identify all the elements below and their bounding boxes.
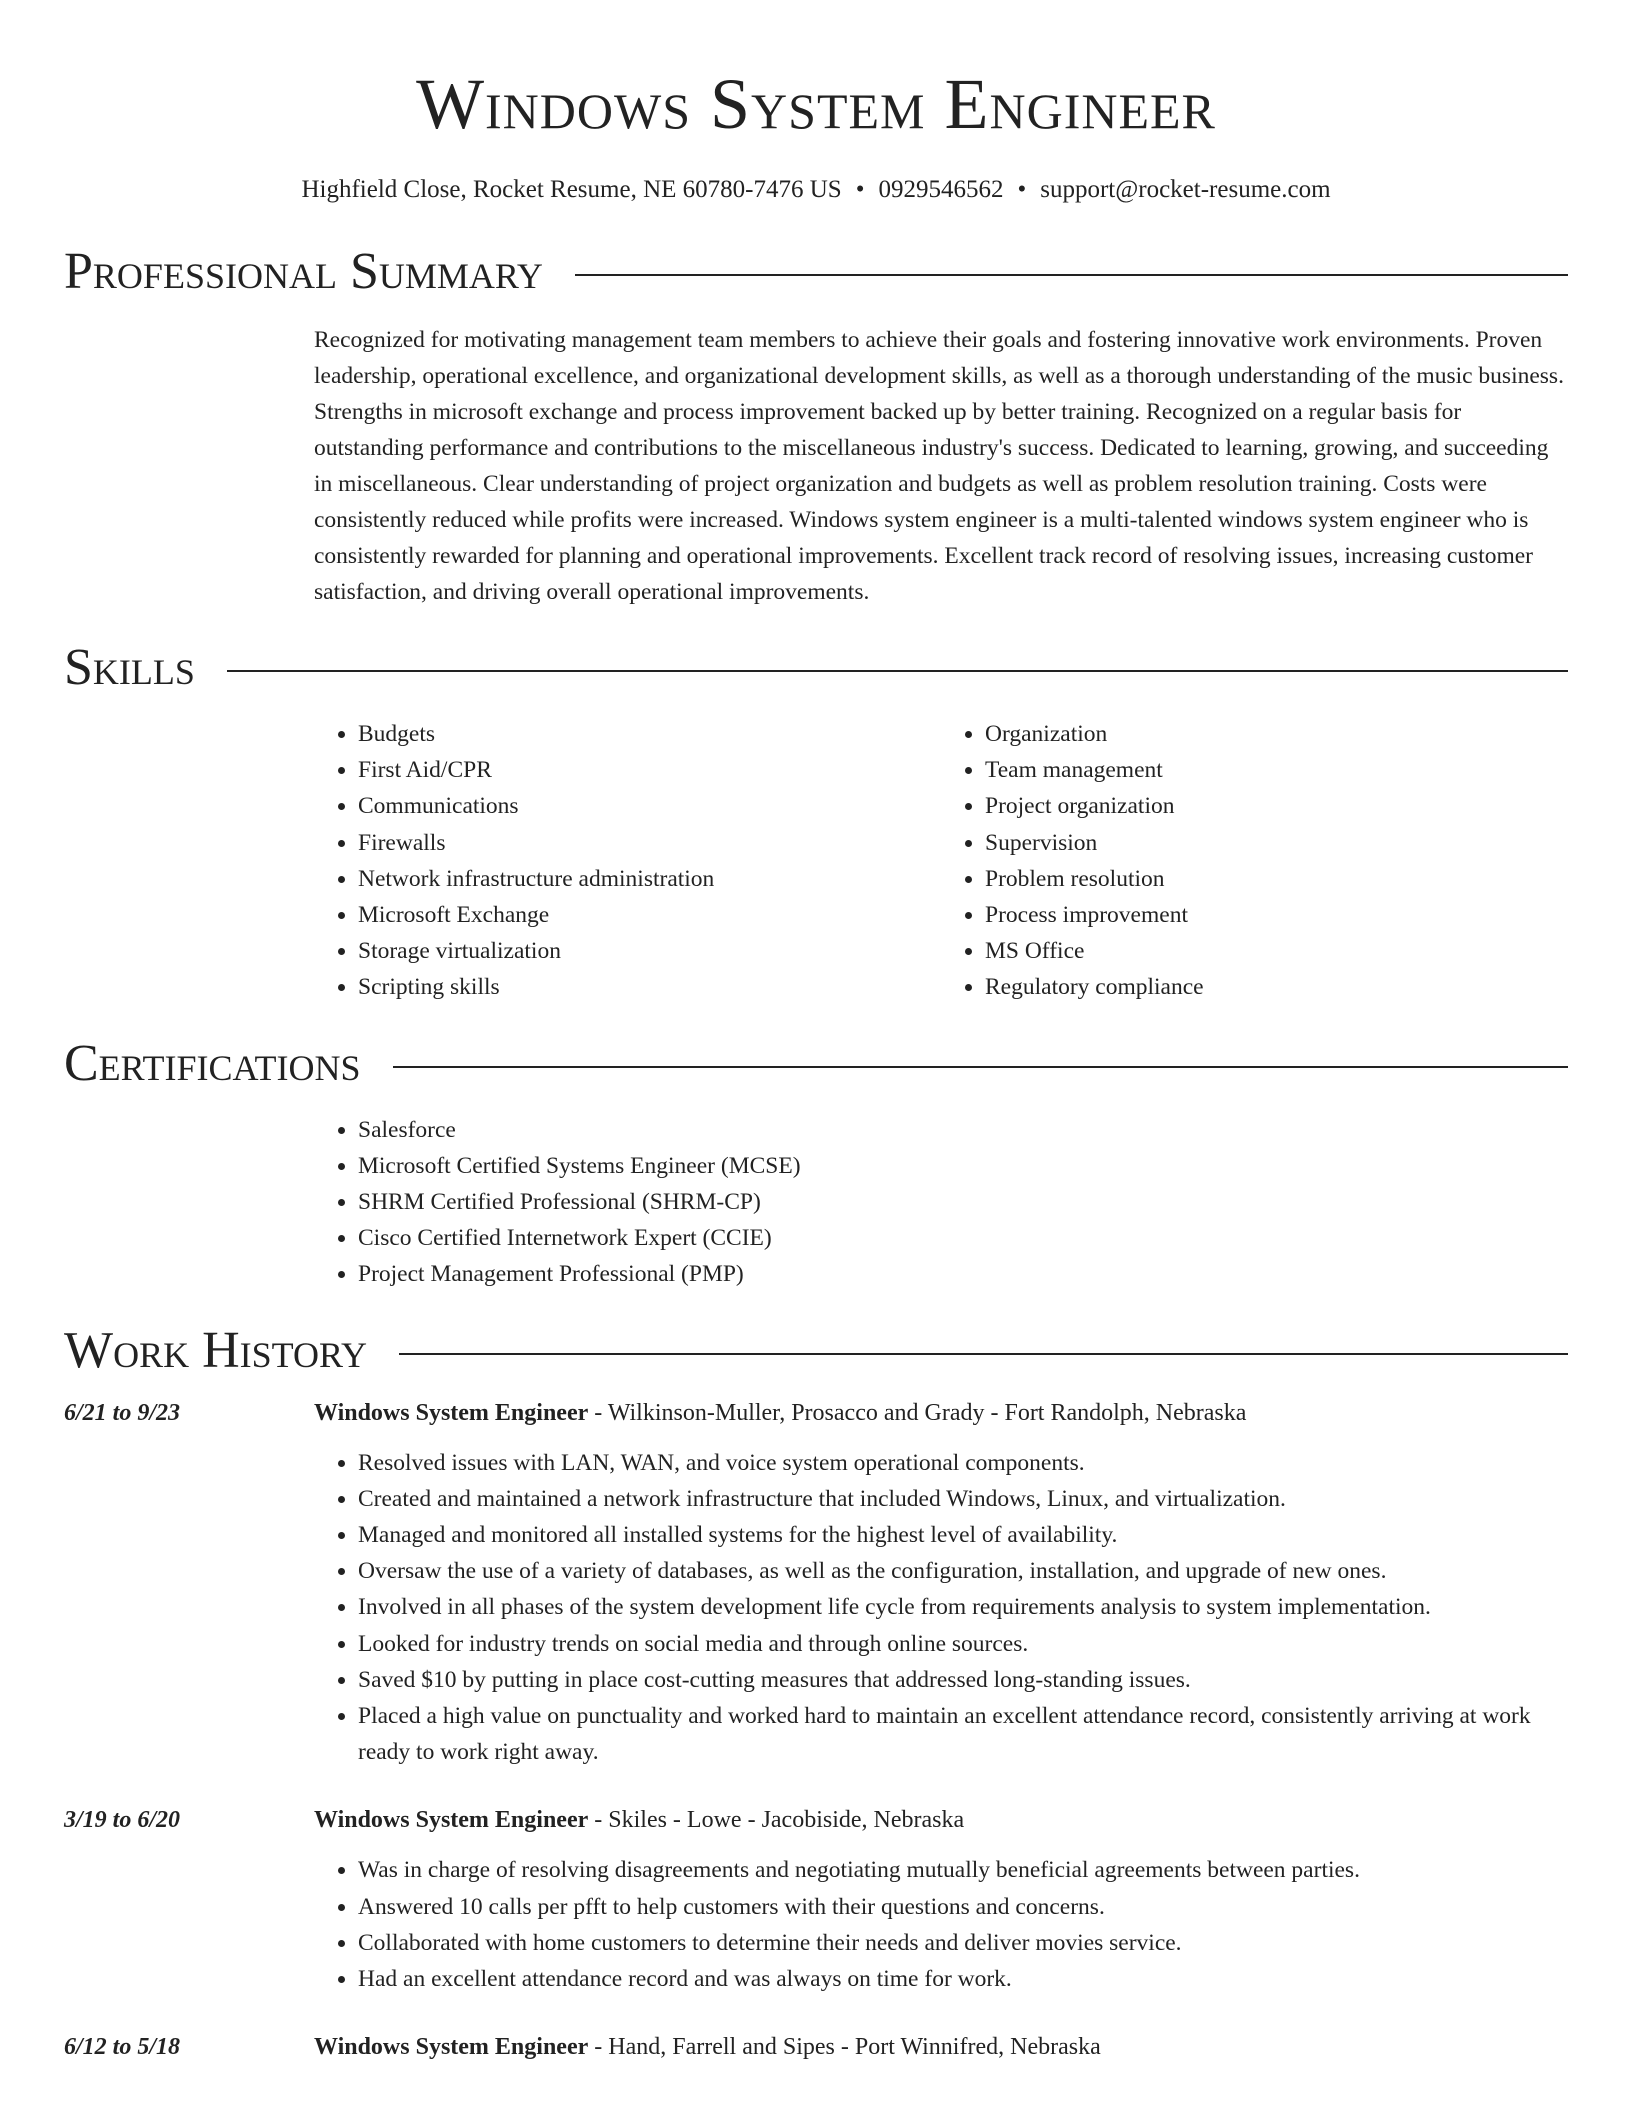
- skills-columns: [314, 716, 1568, 1006]
- work-history-heading: Work History: [64, 1321, 368, 1379]
- job-header: [64, 1802, 1568, 1997]
- certifications-block: [314, 1112, 1568, 1293]
- work-history-list: [64, 1395, 1568, 2066]
- skills-left-list: [314, 716, 941, 1006]
- section-divider: [399, 1353, 1568, 1355]
- certifications-heading: Certifications: [64, 1034, 361, 1092]
- skill-item: • Scripting skills: [358, 969, 941, 1005]
- skill-item: • Organization: [985, 716, 1568, 752]
- certifications-list: [314, 1112, 1568, 1293]
- job-bullet: • Collaborated with home customers to determine their needs and deliver movies service.: [358, 1925, 1360, 1961]
- contact-email: support@rocket-resume.com: [1040, 176, 1331, 203]
- contact-line: [64, 174, 1568, 206]
- skill-item: • Communications: [358, 788, 941, 824]
- contact-phone: 0929546562: [878, 176, 1004, 203]
- summary-section-header: [64, 240, 1568, 304]
- skill-item: • Firewalls: [358, 825, 941, 861]
- skill-item: • Microsoft Exchange: [358, 897, 941, 933]
- job-bullet: • Placed a high value on punctuality and worked hard to maintain an excellent attendance record, consistently arriving at work ready to work right away.: [358, 1698, 1568, 1770]
- job-bullet: • Answered 10 calls per pfft to help customers with their questions and concerns.: [358, 1889, 1360, 1925]
- summary-heading: Professional Summary: [64, 243, 543, 300]
- skills-section-header: [64, 636, 1568, 700]
- separator-dot: •: [1017, 176, 1027, 203]
- skill-item: • Problem resolution: [985, 861, 1568, 897]
- job-company-location: - Hand, Farrell and Sipes - Port Winnifred, Nebraska: [588, 2034, 1101, 2061]
- job-entry: [64, 1802, 1568, 1997]
- certification-item: • Salesforce: [358, 1112, 1568, 1148]
- job-entry: [64, 2029, 1568, 2065]
- section-divider: [393, 1066, 1568, 1068]
- skill-item: • Regulatory compliance: [985, 969, 1568, 1005]
- job-bullet: • Managed and monitored all installed systems for the highest level of availability.: [358, 1517, 1568, 1553]
- work-history-section-header: [64, 1319, 1568, 1383]
- job-title: Windows System Engineer: [314, 1807, 589, 1834]
- job-entry: [64, 1395, 1568, 1771]
- skill-item: • Team management: [985, 752, 1568, 788]
- job-content: [314, 1802, 1360, 1997]
- job-title-line: [314, 1395, 1568, 1431]
- job-bullet: • Had an excellent attendance record and was always on time for work.: [358, 1961, 1360, 1997]
- job-title: Windows System Engineer: [314, 1399, 589, 1426]
- job-header: [64, 2029, 1568, 2065]
- skill-item: • Storage virtualization: [358, 933, 941, 969]
- certification-item: • Project Management Professional (PMP): [358, 1256, 1568, 1292]
- section-divider: [575, 274, 1568, 276]
- certification-item: • SHRM Certified Professional (SHRM-CP): [358, 1184, 1568, 1220]
- skills-heading: Skills: [64, 639, 195, 696]
- job-title-line: [314, 2029, 1101, 2065]
- job-bullet: • Was in charge of resolving disagreements and negotiating mutually beneficial agreements between parties.: [358, 1852, 1360, 1888]
- job-dates: 6/12 to 5/18: [64, 2034, 181, 2061]
- summary-text: Recognized for motivating management team members to achieve their goals and fostering innovative work environments. Proven leadership, operational excellence, and organizational development skills, as well as a thorough understanding of the music business. Strengths in microsoft exchange and process improvement backed up by better training. Recognized on a regular basis for outstanding performance and contributions to the miscellaneous industry's success. Dedicated to learning, growing, and succeeding in miscellaneous. Clear understanding of project organization and budgets as well as problem resolution training. Costs were consistently reduced while profits were increased. Windows system engineer is a multi-talented windows system engineer who is consistently rewarded for planning and operational improvements. Excellent track record of resolving issues, increasing customer satisfaction, and driving overall operational improvements.: [314, 327, 1564, 605]
- certification-item: • Cisco Certified Internetwork Expert (CCIE): [358, 1220, 1568, 1256]
- skill-item: • Network infrastructure administration: [358, 861, 941, 897]
- resume-name: Windows System Engineer: [416, 64, 1216, 144]
- job-bullet: • Oversaw the use of a variety of databases, as well as the configuration, installation, and upgrade of new ones.: [358, 1553, 1568, 1589]
- separator-dot: •: [855, 176, 865, 203]
- skill-item: • MS Office: [985, 933, 1568, 969]
- job-title: Windows System Engineer: [314, 2034, 589, 2061]
- job-bullet: • Saved $10 by putting in place cost-cutting measures that addressed long-standing issues.: [358, 1662, 1568, 1698]
- job-bullet: • Created and maintained a network infrastructure that included Windows, Linux, and virtualization.: [358, 1481, 1568, 1517]
- job-company-location: - Skiles - Lowe - Jacobiside, Nebraska: [588, 1807, 965, 1834]
- skill-item: • Project organization: [985, 788, 1568, 824]
- job-company-location: - Wilkinson-Muller, Prosacco and Grady - Fort Randolph, Nebraska: [588, 1399, 1247, 1426]
- skill-item: • First Aid/CPR: [358, 752, 941, 788]
- certifications-section-header: [64, 1032, 1568, 1096]
- job-bullet: • Involved in all phases of the system development life cycle from requirements analysis to system implementation.: [358, 1589, 1568, 1625]
- job-content: [314, 1395, 1568, 1771]
- job-bullets: [314, 1445, 1568, 1771]
- skill-item: • Supervision: [985, 825, 1568, 861]
- section-divider: [227, 670, 1568, 672]
- skill-item: • Process improvement: [985, 897, 1568, 933]
- job-bullets: [314, 1852, 1360, 1997]
- skill-item: • Budgets: [358, 716, 941, 752]
- job-bullet: • Resolved issues with LAN, WAN, and voice system operational components.: [358, 1445, 1568, 1481]
- job-dates: 3/19 to 6/20: [64, 1807, 181, 1834]
- job-dates: 6/21 to 9/23: [64, 1399, 181, 1426]
- job-header: [64, 1395, 1568, 1771]
- job-title-line: [314, 1802, 1360, 1838]
- job-content: [314, 2029, 1101, 2065]
- contact-address: Highfield Close, Rocket Resume, NE 60780-7476 US: [301, 176, 842, 203]
- certification-item: • Microsoft Certified Systems Engineer (MCSE): [358, 1148, 1568, 1184]
- skills-right-list: [941, 716, 1568, 1006]
- job-bullet: • Looked for industry trends on social media and through online sources.: [358, 1626, 1568, 1662]
